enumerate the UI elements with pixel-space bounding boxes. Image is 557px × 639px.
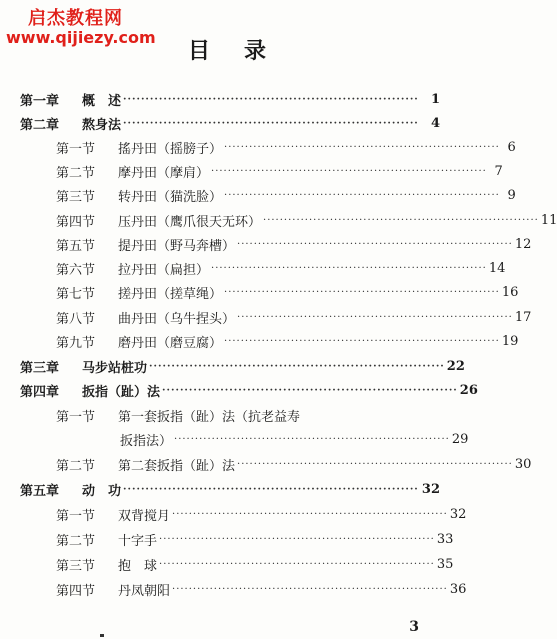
toc-leader-dots: ·································································· <box>172 583 448 595</box>
toc-entry-number: 第一章 <box>20 93 60 109</box>
toc-entry-number: 第八节 <box>56 311 96 327</box>
toc-entry-number: 第二节 <box>56 165 96 181</box>
toc-leader-dots: ·································································· <box>237 238 513 250</box>
toc-entry-title: 第二套扳指（趾）法 <box>118 458 236 474</box>
toc-entry-title: 扳指法） <box>120 433 173 449</box>
toc-entry-number: 第九节 <box>56 335 96 351</box>
toc-entry-title: 提丹田（野马奔槽） <box>118 238 236 254</box>
toc-entry-page: 7 <box>494 163 503 179</box>
toc-entry-number: 第四节 <box>56 583 96 599</box>
toc-entry-chapter <box>20 89 440 109</box>
page-title: 目录 <box>188 38 301 64</box>
toc-leader-dots: ·································································· <box>224 335 500 347</box>
scan-speck <box>100 634 104 637</box>
toc-entry-number: 第四章 <box>20 384 60 400</box>
toc-entry-page: 36 <box>449 581 467 597</box>
toc-entry-page: 1 <box>430 91 440 107</box>
toc-leader-dots: ·································································· <box>224 189 500 201</box>
toc-leader-dots: ·································································· <box>123 483 419 495</box>
toc-entry-section <box>56 405 440 425</box>
toc-entry-title: 十字手 <box>118 533 158 549</box>
toc-entry-title: 拉丹田（扁担） <box>118 262 210 278</box>
toc-leader-dots: ·································································· <box>224 141 500 153</box>
toc-entry-title: 抱 球 <box>118 558 158 574</box>
toc-entry-continuation <box>120 429 469 449</box>
toc-entry-title: 搖丹田（摇膀子） <box>118 141 223 157</box>
toc-entry-title: 转丹田（猫洗脸） <box>118 189 223 205</box>
toc-entry-title: 摩丹田（摩肩） <box>118 165 210 181</box>
toc-entry-page: 16 <box>501 284 519 300</box>
toc-leader-dots: ·································································· <box>237 311 513 323</box>
toc-entry-number: 第三章 <box>20 360 60 376</box>
toc-entry-title: 压丹田（鹰爪很天无环） <box>118 214 262 230</box>
toc-entry-section <box>56 210 557 230</box>
watermark-url: www.qijiezy.com <box>6 28 156 47</box>
toc-leader-dots: ·································································· <box>123 117 419 129</box>
toc-entry-section <box>56 161 503 181</box>
toc-leader-dots: ·································································· <box>237 458 513 470</box>
toc-entry-section <box>56 504 467 524</box>
toc-leader-dots: ·································································· <box>159 533 435 545</box>
watermark-title: 启杰教程网 <box>28 8 123 29</box>
toc-entry-page: 33 <box>436 531 454 547</box>
toc-leader-dots: ·································································· <box>162 384 458 396</box>
toc-leader-dots: ·································································· <box>159 558 435 570</box>
toc-entry-section <box>56 258 506 278</box>
toc-entry-section <box>56 234 532 254</box>
toc-entry-chapter <box>20 356 465 376</box>
toc-entry-page: 19 <box>501 333 519 349</box>
toc-entry-number: 第五节 <box>56 238 96 254</box>
toc-entry-section <box>56 282 519 302</box>
toc-entry-page: 14 <box>488 260 506 276</box>
toc-entry-number: 第四节 <box>56 214 96 230</box>
toc-entry-page: 11 <box>540 212 557 228</box>
toc-entry-number: 第二章 <box>20 117 60 133</box>
toc-entry-section <box>56 307 532 327</box>
toc-entry-title: 概 述 <box>82 93 122 109</box>
toc-leader-dots: ·································································· <box>123 93 419 105</box>
toc-entry-page: 29 <box>451 431 469 447</box>
toc-entry-section <box>56 454 532 474</box>
toc-entry-number: 第一节 <box>56 508 96 524</box>
toc-entry-page: 4 <box>430 115 440 131</box>
toc-entry-page: 35 <box>436 556 454 572</box>
toc-leader-dots: ·································································· <box>211 165 487 177</box>
toc-entry-number: 第三节 <box>56 558 96 574</box>
toc-entry-title: 熬身法 <box>82 117 122 133</box>
toc-leader-dots: ·································································· <box>172 508 448 520</box>
toc-leader-dots: ·································································· <box>224 286 500 298</box>
toc-entry-title: 动 功 <box>82 483 122 499</box>
toc-entry-section <box>56 331 519 351</box>
toc-entry-page: 30 <box>514 456 532 472</box>
toc-entry-page: 26 <box>459 382 478 398</box>
toc-entry-number: 第二节 <box>56 533 96 549</box>
toc-entry-title: 磨丹田（磨豆腐） <box>118 335 223 351</box>
toc-entry-number: 第六节 <box>56 262 96 278</box>
toc-entry-page: 17 <box>514 309 532 325</box>
toc-leader-dots: ·································································· <box>211 262 487 274</box>
toc-entry-page: 22 <box>446 358 465 374</box>
toc-entry-section <box>56 554 454 574</box>
toc-entry-chapter <box>20 113 440 133</box>
toc-entry-section <box>56 137 516 157</box>
toc-entry-chapter <box>20 380 478 400</box>
toc-leader-dots: ·································································· <box>149 360 445 372</box>
toc-entry-section <box>56 185 516 205</box>
toc-entry-title: 丹凤朝阳 <box>118 583 171 599</box>
toc-entry-title: 马步站桩功 <box>82 360 148 376</box>
toc-entry-number: 第二节 <box>56 458 96 474</box>
toc-entry-title: 搓丹田（搓草绳） <box>118 286 223 302</box>
toc-entry-section <box>56 579 467 599</box>
toc-entry-number: 第一节 <box>56 409 96 425</box>
toc-entry-chapter <box>20 479 440 499</box>
toc-entry-title: 第一套扳指（趾）法（抗老益寿 <box>118 409 301 425</box>
toc-entry-page: 9 <box>507 187 516 203</box>
toc-entry-title: 曲丹田（乌牛捏头） <box>118 311 236 327</box>
toc-entry-title: 扳指（趾）法 <box>82 384 161 400</box>
toc-entry-number: 第七节 <box>56 286 96 302</box>
toc-entry-number: 第一节 <box>56 141 96 157</box>
toc-entry-title: 双背搅月 <box>118 508 171 524</box>
toc-entry-page: 12 <box>514 236 532 252</box>
toc-entry-section <box>56 529 454 549</box>
toc-entry-page: 6 <box>507 139 516 155</box>
page-number: 3 <box>409 619 419 635</box>
toc-entry-page: 32 <box>449 506 467 522</box>
toc-entry-number: 第五章 <box>20 483 60 499</box>
toc-leader-dots: ·································································· <box>174 433 450 445</box>
toc-leader-dots: ·································································· <box>263 214 539 226</box>
toc-entry-number: 第三节 <box>56 189 96 205</box>
toc-entry-page: 32 <box>421 481 440 497</box>
